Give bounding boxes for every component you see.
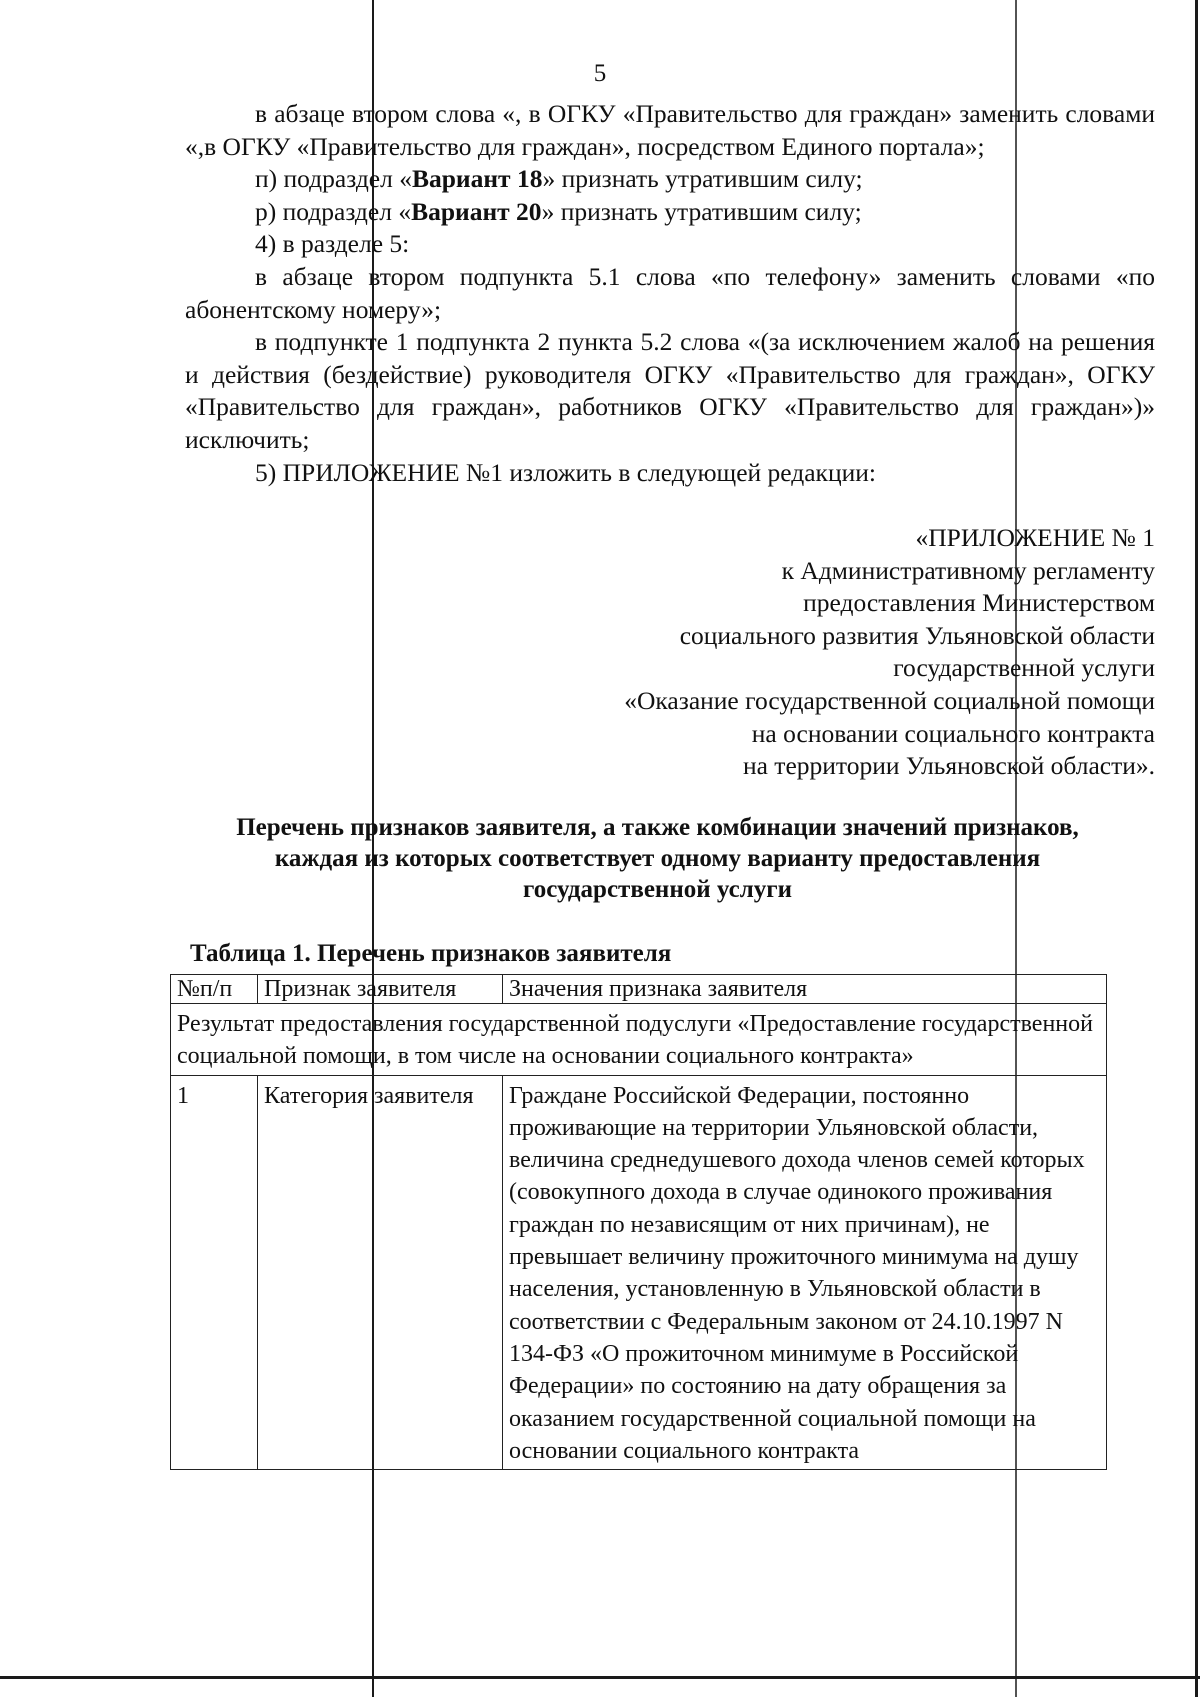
section-heading (170, 812, 1145, 905)
appendix-line: «ПРИЛОЖЕНИЕ № 1 (915, 523, 1155, 552)
table-row (171, 1075, 1107, 1470)
header-attribute: Признак заявителя (258, 975, 503, 1004)
bold-text: Вариант 20 (411, 196, 542, 226)
body-text (185, 98, 1155, 489)
paragraph (185, 196, 1155, 229)
table-header-row (171, 975, 1107, 1004)
paragraph: 5) ПРИЛОЖЕНИЕ №1 изложить в следующей редакции: (255, 457, 876, 487)
text-fragment: » признать утратившим силу; (541, 196, 862, 226)
appendix-line: к Административному регламенту (781, 555, 1155, 585)
paragraph: 4) в разделе 5: (255, 229, 410, 259)
row-number-cell: 1 (171, 1075, 258, 1470)
paragraph: в подпункте 1 подпункта 2 пункта 5.2 слова «(за исключением жалоб на решения и действия (бездействие) руководителя ОГКУ «Правительство для граждан», ОГКУ «Правительство для граждан», работников ОГКУ «Правительство для граждан»)» исключить; (185, 327, 1155, 454)
page-number: 5 (593, 60, 607, 87)
table-section-row (171, 1004, 1107, 1076)
appendix-line: на основании социального контракта (751, 718, 1155, 748)
scan-artifact-border-right (1195, 0, 1198, 1697)
appendix-header (430, 522, 1155, 783)
text-fragment: п) подраздел « (255, 164, 412, 194)
text-fragment: » признать утратившим силу; (542, 164, 863, 194)
appendix-line: социального развития Ульяновской области (679, 620, 1155, 650)
appendix-line: на территории Ульяновской области». (742, 751, 1155, 781)
appendix-line: государственной услуги (893, 653, 1155, 683)
heading-line: Перечень признаков заявителя, а также комбинации значений признаков, (236, 814, 1079, 841)
heading-line: каждая из которых соответствует одному варианту предоставления (274, 845, 1041, 872)
scan-artifact-border-bottom (0, 1676, 1200, 1679)
header-number: №п/п (171, 975, 258, 1004)
heading-line: государственной услуги (522, 876, 793, 903)
bold-text: Вариант 18 (411, 164, 543, 194)
paragraph: в абзаце втором подпункта 5.1 слова «по телефону» заменить словами «по абонентскому номеру»; (185, 261, 1155, 324)
table-title: Таблица 1. Перечень признаков заявителя (190, 940, 672, 967)
row-value-cell: Граждане Российской Федерации, постоянно проживающие на территории Ульяновской области, величина среднедушевого дохода членов семей которых (совокупного дохода в случае одинокого проживания граждан по независящим от них причинам), не превышает величину прожиточного минимума на душу населения, установленную в Ульяновской области в соответствии с Федеральным законом от 24.10.1997 N 134-ФЗ «О прожиточном минимуме в Российской Федерации» по состоянию на дату обращения за оказанием государственной социальной помощи на основании социального контракта (503, 1075, 1107, 1470)
text-fragment: р) подраздел « (255, 196, 412, 226)
appendix-line: «Оказание государственной социальной помощи (624, 685, 1155, 715)
paragraph (185, 163, 1155, 196)
row-attribute-cell: Категория заявителя (258, 1075, 503, 1470)
applicant-attributes-table (170, 974, 1107, 1470)
section-cell: Результат предоставления государственной подуслуги «Предоставление государственной социальной помощи, в том числе на основании социального контракта» (171, 1004, 1107, 1076)
appendix-line: предоставления Министерством (803, 588, 1155, 618)
paragraph: в абзаце втором слова «, в ОГКУ «Правительство для граждан» заменить словами «,в ОГКУ «Правительство для граждан», посредством Единого портала»; (185, 99, 1155, 161)
header-values: Значения признака заявителя (503, 975, 1107, 1004)
